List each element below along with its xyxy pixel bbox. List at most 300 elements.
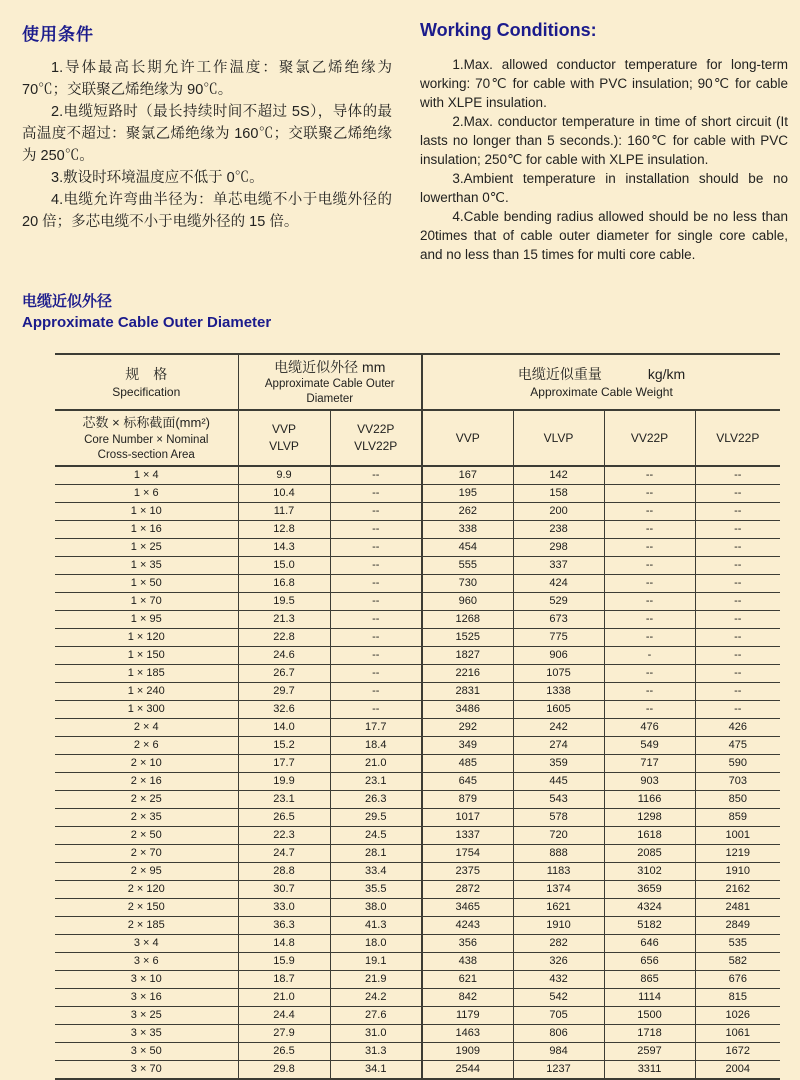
value-cell: 29.7 (238, 683, 330, 701)
spec-cell: 3 × 70 (55, 1061, 238, 1080)
value-cell: 535 (695, 935, 780, 953)
value-cell: 432 (513, 971, 604, 989)
value-cell: 1909 (422, 1043, 513, 1061)
working-conditions-title-en: Working Conditions: (420, 20, 597, 40)
value-cell: 195 (422, 485, 513, 503)
value-cell: -- (330, 466, 422, 485)
value-cell: 21.0 (238, 989, 330, 1007)
value-cell: 29.8 (238, 1061, 330, 1080)
value-cell: 1672 (695, 1043, 780, 1061)
value-cell: -- (330, 521, 422, 539)
spec-cell: 3 × 6 (55, 953, 238, 971)
value-cell: 282 (513, 935, 604, 953)
value-cell: 1114 (604, 989, 695, 1007)
table-row (55, 683, 780, 701)
value-cell: 454 (422, 539, 513, 557)
spec-cell: 3 × 35 (55, 1025, 238, 1043)
spec-cell: 3 × 25 (55, 1007, 238, 1025)
value-cell: 34.1 (330, 1061, 422, 1080)
value-cell: 906 (513, 647, 604, 665)
spec-cell: 1 × 95 (55, 611, 238, 629)
usage-conditions-zh (22, 14, 392, 264)
cable-spec-table (55, 353, 780, 1080)
spec-cell: 2 × 10 (55, 755, 238, 773)
value-cell: 720 (513, 827, 604, 845)
value-cell: 21.3 (238, 611, 330, 629)
value-cell: 2162 (695, 881, 780, 899)
weight-col-vlv22p-header: VLV22P (695, 410, 780, 466)
value-cell: 24.6 (238, 647, 330, 665)
value-cell: 167 (422, 466, 513, 485)
spec-cell: 2 × 185 (55, 917, 238, 935)
value-cell: 31.0 (330, 1025, 422, 1043)
value-cell: 28.1 (330, 845, 422, 863)
working-paragraph-4: 4.Cable bending radius allowed should be no less than 20times that of cable outer diameter for single core cable, and no less than 15 times for multi core cable. (420, 209, 788, 262)
table-row (55, 899, 780, 917)
spec-cell: 2 × 25 (55, 791, 238, 809)
value-cell: 1337 (422, 827, 513, 845)
value-cell: 1166 (604, 791, 695, 809)
value-cell: -- (330, 683, 422, 701)
table-row (55, 863, 780, 881)
value-cell: 475 (695, 737, 780, 755)
working-paragraph-2: 2.Max. conductor temperature in time of short circuit (It lasts no longer than 5 seconds.): 160℃ for cable with PVC insulation; 250℃ for cable with XLPE insulation. (420, 114, 788, 167)
value-cell: 35.5 (330, 881, 422, 899)
value-cell: 15.0 (238, 557, 330, 575)
table-row (55, 809, 780, 827)
value-cell: 717 (604, 755, 695, 773)
value-cell: 359 (513, 755, 604, 773)
value-cell: 10.4 (238, 485, 330, 503)
value-cell: -- (604, 575, 695, 593)
value-cell: 33.0 (238, 899, 330, 917)
cable-table-header (55, 354, 780, 466)
value-cell: 12.8 (238, 521, 330, 539)
value-cell: 673 (513, 611, 604, 629)
value-cell: 30.7 (238, 881, 330, 899)
spec-cell: 2 × 6 (55, 737, 238, 755)
value-cell: 879 (422, 791, 513, 809)
value-cell: 26.7 (238, 665, 330, 683)
value-cell: 2216 (422, 665, 513, 683)
table-row (55, 917, 780, 935)
diameter-col2-line2: VLV22P (354, 439, 398, 453)
value-cell: 555 (422, 557, 513, 575)
spec-cell: 1 × 10 (55, 503, 238, 521)
value-cell: 41.3 (330, 917, 422, 935)
value-cell: 32.6 (238, 701, 330, 719)
value-cell: 2004 (695, 1061, 780, 1080)
table-row (55, 737, 780, 755)
value-cell: 9.9 (238, 466, 330, 485)
value-cell: -- (695, 539, 780, 557)
value-cell: 2481 (695, 899, 780, 917)
diameter-col-vv22p-vlv22p-header (330, 410, 422, 466)
table-row (55, 1043, 780, 1061)
value-cell: 38.0 (330, 899, 422, 917)
value-cell: 2544 (422, 1061, 513, 1080)
value-cell: 645 (422, 773, 513, 791)
value-cell: -- (604, 683, 695, 701)
value-cell: 26.5 (238, 809, 330, 827)
value-cell: 984 (513, 1043, 604, 1061)
value-cell: 29.5 (330, 809, 422, 827)
working-conditions-en (420, 14, 788, 264)
spec-cell: 3 × 10 (55, 971, 238, 989)
value-cell: 18.7 (238, 971, 330, 989)
value-cell: 590 (695, 755, 780, 773)
value-cell: 543 (513, 791, 604, 809)
spec-cell: 1 × 185 (55, 665, 238, 683)
diameter-col2-line1: VV22P (357, 422, 395, 436)
spec-cell: 2 × 120 (55, 881, 238, 899)
approx-diameter-heading (22, 290, 788, 331)
value-cell: 326 (513, 953, 604, 971)
value-cell: -- (604, 593, 695, 611)
spec-cell: 1 × 4 (55, 466, 238, 485)
value-cell: 888 (513, 845, 604, 863)
value-cell: -- (695, 503, 780, 521)
table-row (55, 881, 780, 899)
value-cell: 485 (422, 755, 513, 773)
value-cell: 14.0 (238, 719, 330, 737)
spec-cell: 1 × 70 (55, 593, 238, 611)
value-cell: 21.0 (330, 755, 422, 773)
value-cell: 1338 (513, 683, 604, 701)
table-row (55, 611, 780, 629)
value-cell: 1605 (513, 701, 604, 719)
value-cell: 19.1 (330, 953, 422, 971)
value-cell: 11.7 (238, 503, 330, 521)
value-cell: 274 (513, 737, 604, 755)
table-row (55, 1007, 780, 1025)
value-cell: 476 (604, 719, 695, 737)
value-cell: -- (604, 557, 695, 575)
value-cell: 438 (422, 953, 513, 971)
value-cell: 1374 (513, 881, 604, 899)
value-cell: 23.1 (238, 791, 330, 809)
spec-cell: 1 × 25 (55, 539, 238, 557)
value-cell: 3102 (604, 863, 695, 881)
weight-col-vlvp-header: VLVP (513, 410, 604, 466)
value-cell: 621 (422, 971, 513, 989)
diameter-group-header (238, 354, 422, 410)
value-cell: 26.3 (330, 791, 422, 809)
diameter-header-en: Approximate Cable Outer Diameter (264, 378, 395, 405)
value-cell: -- (695, 557, 780, 575)
value-cell: 356 (422, 935, 513, 953)
value-cell: 1061 (695, 1025, 780, 1043)
spec-cell: 1 × 6 (55, 485, 238, 503)
value-cell: 14.3 (238, 539, 330, 557)
table-row (55, 791, 780, 809)
value-cell: 292 (422, 719, 513, 737)
value-cell: 142 (513, 466, 604, 485)
value-cell: 1718 (604, 1025, 695, 1043)
value-cell: 1179 (422, 1007, 513, 1025)
value-cell: 1001 (695, 827, 780, 845)
value-cell: 17.7 (238, 755, 330, 773)
weight-col-vv22p-header: VV22P (604, 410, 695, 466)
value-cell: 3659 (604, 881, 695, 899)
table-row (55, 521, 780, 539)
value-cell: -- (604, 503, 695, 521)
value-cell: 903 (604, 773, 695, 791)
value-cell: -- (330, 539, 422, 557)
spec-cell: 2 × 35 (55, 809, 238, 827)
value-cell: 1017 (422, 809, 513, 827)
diameter-col1-line2: VLVP (269, 439, 299, 453)
core-size-header-zh: 芯数 × 标称截面(mm²) (82, 415, 210, 430)
value-cell: 703 (695, 773, 780, 791)
table-row (55, 485, 780, 503)
value-cell: 578 (513, 809, 604, 827)
table-row (55, 989, 780, 1007)
value-cell: 542 (513, 989, 604, 1007)
spec-cell: 2 × 4 (55, 719, 238, 737)
value-cell: 14.8 (238, 935, 330, 953)
spec-cell: 3 × 50 (55, 1043, 238, 1061)
value-cell: 22.8 (238, 629, 330, 647)
value-cell: 4324 (604, 899, 695, 917)
section-title-zh: 电缆近似外径 (22, 293, 113, 310)
value-cell: 24.2 (330, 989, 422, 1007)
spec-cell: 1 × 300 (55, 701, 238, 719)
value-cell: 349 (422, 737, 513, 755)
value-cell: 36.3 (238, 917, 330, 935)
table-row (55, 557, 780, 575)
spec-cell: 1 × 16 (55, 521, 238, 539)
value-cell: 33.4 (330, 863, 422, 881)
value-cell: -- (330, 575, 422, 593)
spec-cell: 3 × 4 (55, 935, 238, 953)
value-cell: 1463 (422, 1025, 513, 1043)
value-cell: 238 (513, 521, 604, 539)
value-cell: -- (695, 683, 780, 701)
table-row (55, 665, 780, 683)
weight-unit-label: kg/km (647, 365, 686, 382)
usage-paragraph-4: 4.电缆允许弯曲半径为：单芯电缆不小于电缆外径的 20 倍；多芯电缆不小于电缆外径的 15 倍。 (22, 192, 392, 230)
value-cell: 549 (604, 737, 695, 755)
working-paragraph-1: 1.Max. allowed conductor temperature for long-term working: 70℃ for cable with PVC insulation; 90℃ for cable with XLPE insulation. (420, 57, 788, 110)
value-cell: - (604, 647, 695, 665)
value-cell: 656 (604, 953, 695, 971)
diameter-col-vvp-vlvp-header (238, 410, 330, 466)
value-cell: 4243 (422, 917, 513, 935)
value-cell: 1827 (422, 647, 513, 665)
value-cell: 705 (513, 1007, 604, 1025)
diameter-col1-line1: VVP (271, 422, 296, 436)
value-cell: 865 (604, 971, 695, 989)
spec-cell: 2 × 95 (55, 863, 238, 881)
value-cell: -- (330, 593, 422, 611)
spec-cell: 1 × 120 (55, 629, 238, 647)
weight-header-en: Approximate Cable Weight (530, 384, 673, 399)
table-row (55, 1025, 780, 1043)
value-cell: -- (604, 611, 695, 629)
value-cell: 2085 (604, 845, 695, 863)
value-cell: 1075 (513, 665, 604, 683)
usage-paragraph-3: 3.敷设时环境温度应不低于 0℃。 (51, 170, 264, 186)
value-cell: 842 (422, 989, 513, 1007)
table-row (55, 953, 780, 971)
value-cell: -- (695, 521, 780, 539)
table-row (55, 827, 780, 845)
value-cell: 3311 (604, 1061, 695, 1080)
value-cell: 16.8 (238, 575, 330, 593)
value-cell: 1754 (422, 845, 513, 863)
value-cell: 200 (513, 503, 604, 521)
value-cell: 24.5 (330, 827, 422, 845)
value-cell: 1026 (695, 1007, 780, 1025)
value-cell: -- (330, 557, 422, 575)
value-cell: 27.6 (330, 1007, 422, 1025)
value-cell: 1618 (604, 827, 695, 845)
value-cell: 2597 (604, 1043, 695, 1061)
spec-cell: 2 × 16 (55, 773, 238, 791)
table-row (55, 773, 780, 791)
value-cell: -- (330, 503, 422, 521)
value-cell: 22.3 (238, 827, 330, 845)
value-cell: -- (695, 647, 780, 665)
value-cell: 529 (513, 593, 604, 611)
cable-table-body (55, 466, 780, 1079)
value-cell: 18.4 (330, 737, 422, 755)
value-cell: 426 (695, 719, 780, 737)
section-title-en: Approximate Cable Outer Diameter (22, 314, 272, 331)
core-size-header-en1: Core Number × Nominal (84, 434, 209, 446)
table-row (55, 466, 780, 485)
weight-header-zh: 电缆近似重量 (517, 365, 602, 382)
spec-cell: 2 × 150 (55, 899, 238, 917)
value-cell: -- (330, 647, 422, 665)
value-cell: 2375 (422, 863, 513, 881)
table-row (55, 503, 780, 521)
spec-cell: 1 × 150 (55, 647, 238, 665)
value-cell: 24.7 (238, 845, 330, 863)
value-cell: 24.4 (238, 1007, 330, 1025)
usage-paragraph-2: 2.电缆短路时（最长持续时间不超过 5S），导体的最高温度不超过：聚氯乙烯绝缘为 160℃；交联聚乙烯绝缘为 250℃。 (22, 104, 392, 164)
value-cell: 850 (695, 791, 780, 809)
value-cell: 1219 (695, 845, 780, 863)
value-cell: -- (330, 485, 422, 503)
table-row (55, 647, 780, 665)
value-cell: -- (604, 665, 695, 683)
value-cell: -- (604, 629, 695, 647)
value-cell: -- (695, 575, 780, 593)
value-cell: 582 (695, 953, 780, 971)
value-cell: -- (330, 665, 422, 683)
value-cell: 18.0 (330, 935, 422, 953)
table-row (55, 629, 780, 647)
core-size-header-en2: Cross-section Area (97, 449, 195, 461)
value-cell: -- (695, 701, 780, 719)
weight-group-header (422, 354, 780, 410)
table-row (55, 845, 780, 863)
working-paragraph-3: 3.Ambient temperature in installation should be no lowerthan 0℃. (420, 171, 788, 205)
table-row (55, 755, 780, 773)
value-cell: 1298 (604, 809, 695, 827)
value-cell: 730 (422, 575, 513, 593)
value-cell: 262 (422, 503, 513, 521)
value-cell: 23.1 (330, 773, 422, 791)
value-cell: -- (330, 701, 422, 719)
weight-col-vvp-header: VVP (422, 410, 513, 466)
value-cell: 1910 (513, 917, 604, 935)
value-cell: 815 (695, 989, 780, 1007)
spec-group-header (55, 354, 238, 410)
spec-header-zh: 规 格 (125, 365, 168, 382)
value-cell: 445 (513, 773, 604, 791)
spec-cell: 3 × 16 (55, 989, 238, 1007)
value-cell: 424 (513, 575, 604, 593)
spec-cell: 1 × 35 (55, 557, 238, 575)
value-cell: -- (695, 665, 780, 683)
table-row (55, 971, 780, 989)
spec-cell: 2 × 50 (55, 827, 238, 845)
value-cell: 2849 (695, 917, 780, 935)
value-cell: -- (695, 593, 780, 611)
value-cell: 5182 (604, 917, 695, 935)
diameter-header-zh: 电缆近似外径 mm (274, 359, 386, 375)
value-cell: -- (695, 611, 780, 629)
value-cell: 338 (422, 521, 513, 539)
value-cell: -- (330, 611, 422, 629)
value-cell: 1910 (695, 863, 780, 881)
value-cell: 21.9 (330, 971, 422, 989)
value-cell: -- (695, 466, 780, 485)
value-cell: 17.7 (330, 719, 422, 737)
value-cell: 1268 (422, 611, 513, 629)
value-cell: -- (330, 629, 422, 647)
value-cell: 298 (513, 539, 604, 557)
value-cell: -- (604, 466, 695, 485)
core-size-header (55, 410, 238, 466)
value-cell: 15.2 (238, 737, 330, 755)
table-row (55, 719, 780, 737)
usage-paragraph-1: 1.导体最高长期允许工作温度：聚氯乙烯绝缘为70℃；交联聚乙烯绝缘为 90℃。 (22, 60, 392, 98)
value-cell: 158 (513, 485, 604, 503)
value-cell: -- (695, 629, 780, 647)
value-cell: 775 (513, 629, 604, 647)
value-cell: 19.9 (238, 773, 330, 791)
value-cell: 1621 (513, 899, 604, 917)
table-row (55, 593, 780, 611)
value-cell: 27.9 (238, 1025, 330, 1043)
value-cell: 1525 (422, 629, 513, 647)
conditions-block (22, 14, 788, 264)
table-row (55, 1061, 780, 1080)
value-cell: 19.5 (238, 593, 330, 611)
value-cell: -- (604, 521, 695, 539)
value-cell: 806 (513, 1025, 604, 1043)
spec-cell: 1 × 50 (55, 575, 238, 593)
value-cell: 1237 (513, 1061, 604, 1080)
table-row (55, 539, 780, 557)
table-row (55, 575, 780, 593)
usage-conditions-title-zh: 使用条件 (22, 25, 94, 44)
value-cell: 646 (604, 935, 695, 953)
value-cell: 28.8 (238, 863, 330, 881)
table-row (55, 935, 780, 953)
spec-cell: 2 × 70 (55, 845, 238, 863)
value-cell: 15.9 (238, 953, 330, 971)
value-cell: 859 (695, 809, 780, 827)
spec-header-en: Specification (112, 384, 181, 399)
value-cell: 31.3 (330, 1043, 422, 1061)
value-cell: 337 (513, 557, 604, 575)
value-cell: 2872 (422, 881, 513, 899)
